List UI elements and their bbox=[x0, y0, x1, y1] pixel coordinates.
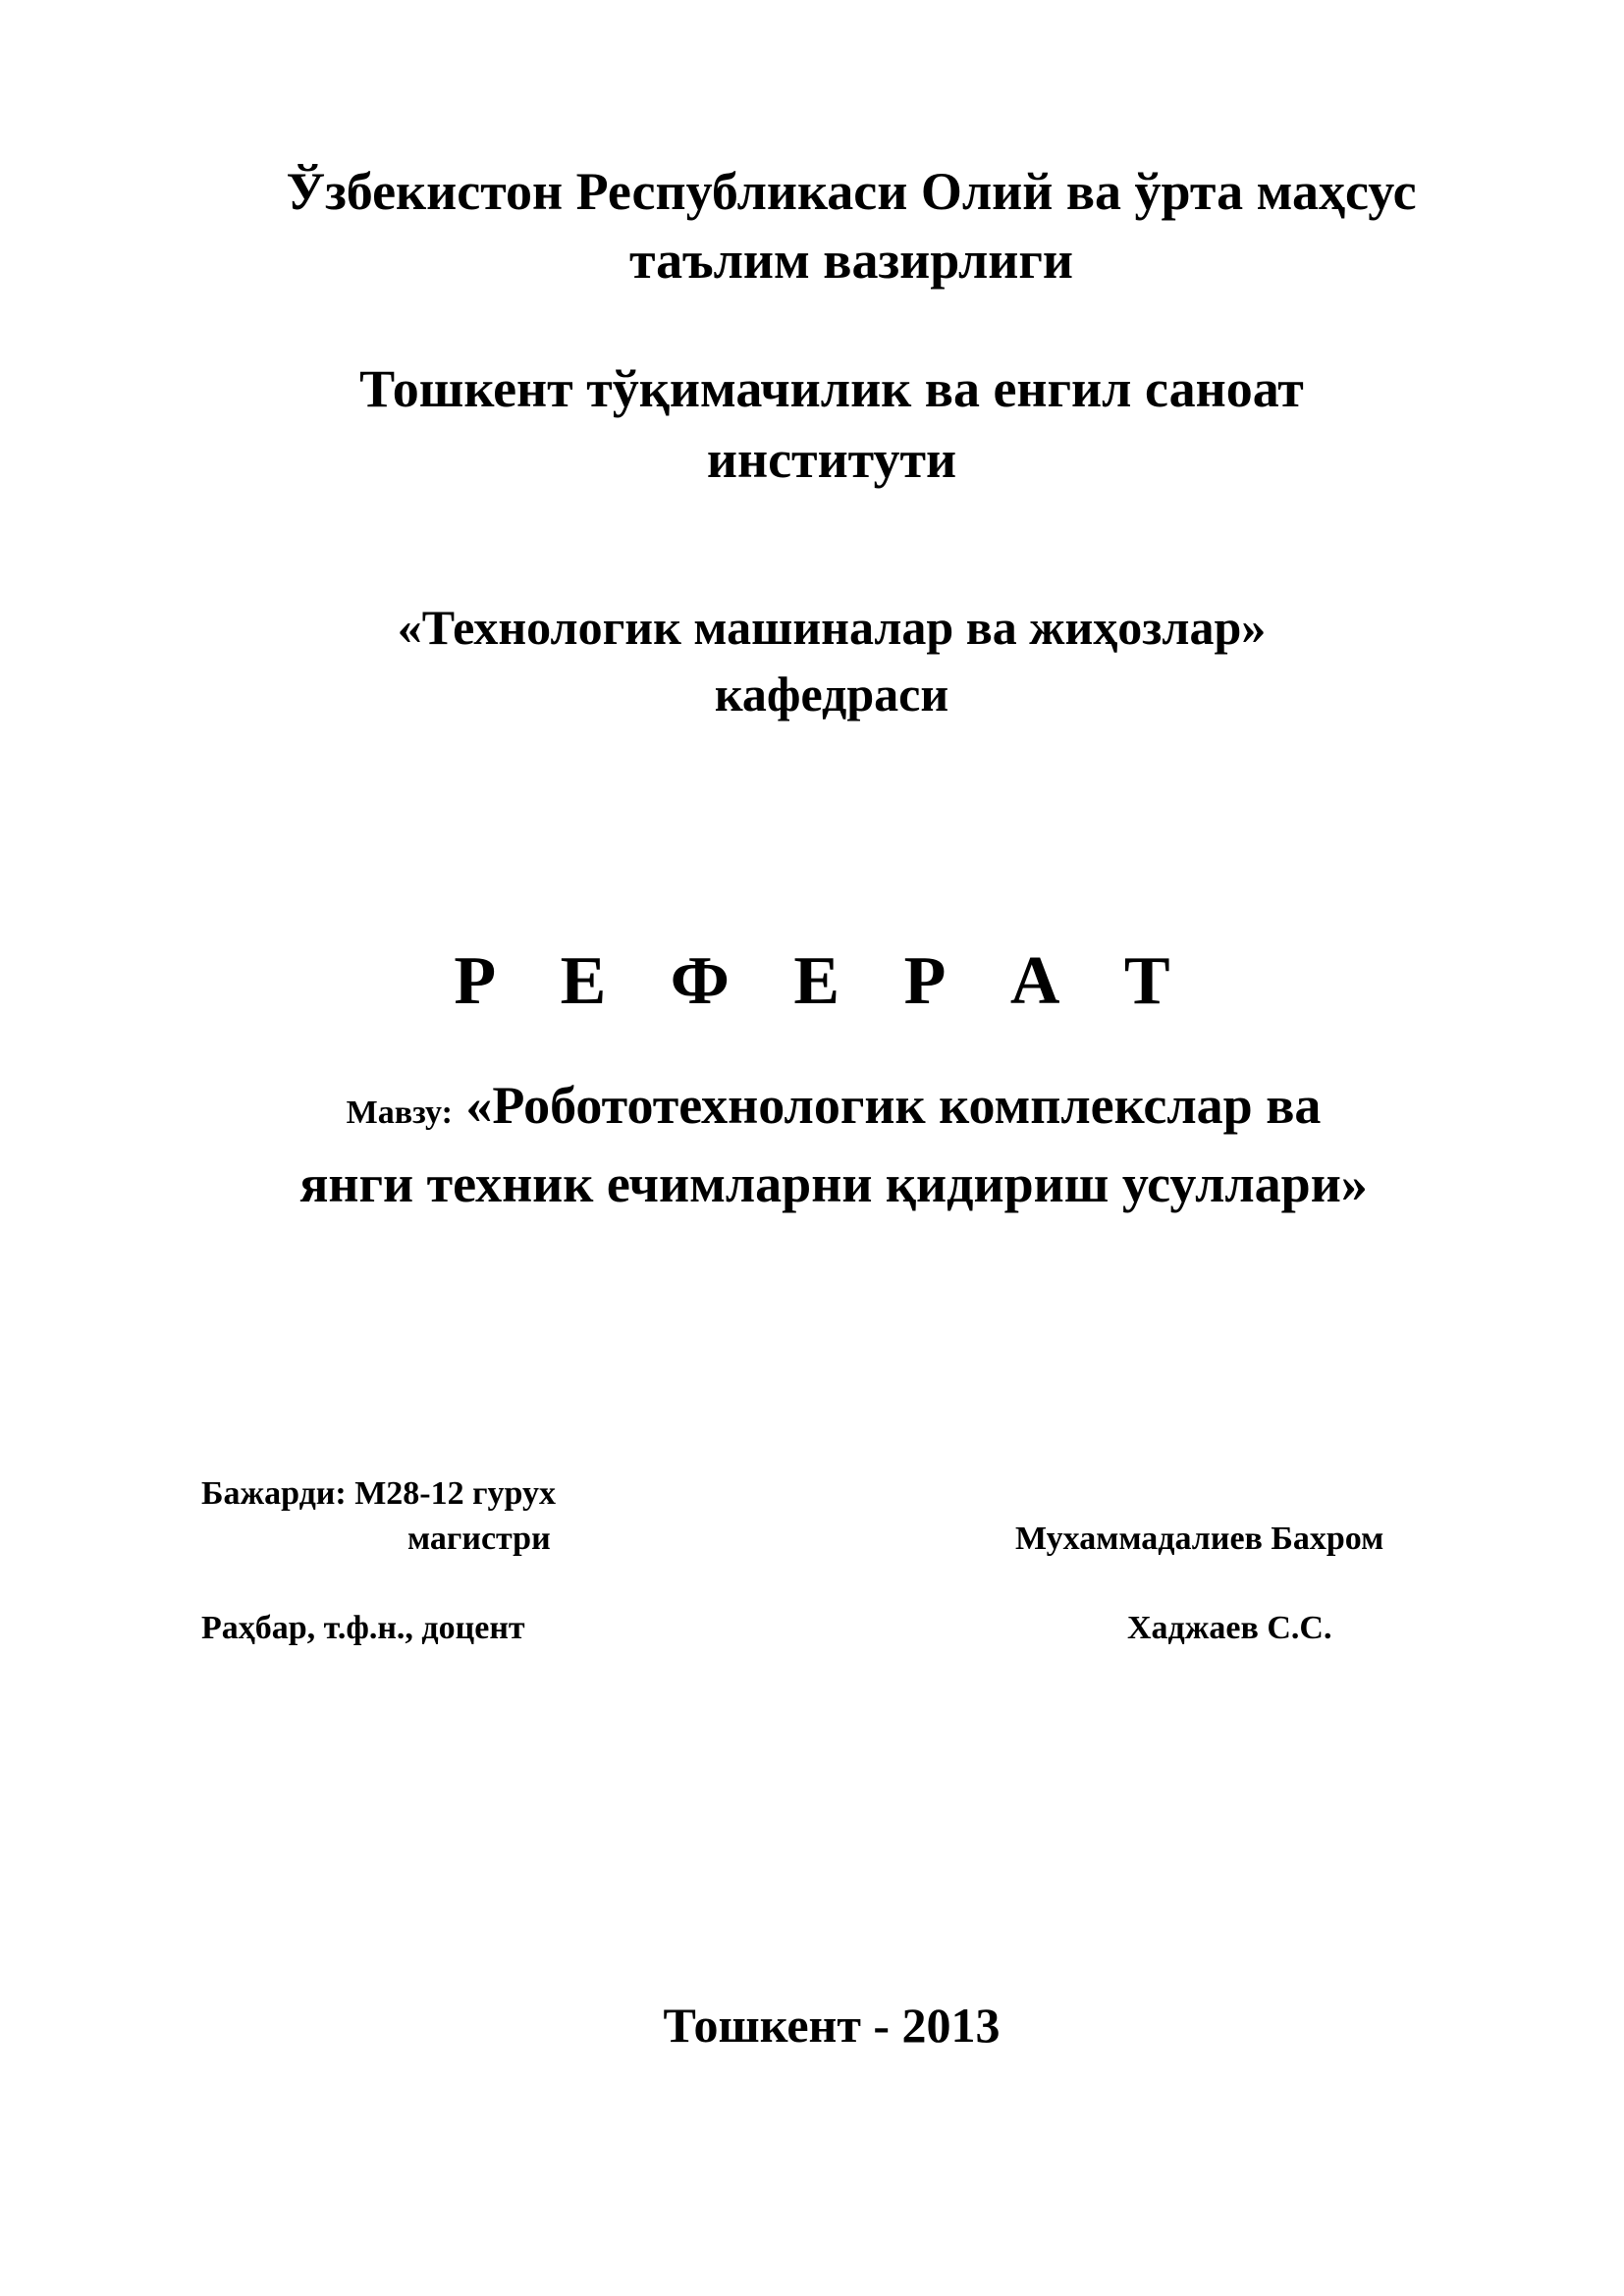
institute-line-2: институти bbox=[706, 430, 957, 489]
department-heading bbox=[20, 594, 1624, 727]
supervisor-name: Хаджаев С.С. bbox=[1127, 1610, 1332, 1646]
topic-label: Мавзу: bbox=[346, 1095, 453, 1131]
topic-line-1 bbox=[22, 1070, 1624, 1148]
ministry-heading bbox=[39, 157, 1624, 294]
performed-by-label: Бажарди: М28-12 гурух bbox=[201, 1475, 557, 1512]
topic-line-2: янги техник ечимларни қидириш усуллари» bbox=[299, 1154, 1368, 1213]
supervisor-label: Раҳбар, т.ф.н., доцент bbox=[201, 1610, 525, 1646]
topic-text-1: «Робототехнологик комплекслар ва bbox=[465, 1076, 1322, 1135]
ministry-line-1: Ўзбекистон Республикаси Олий ва ўрта маҳсус bbox=[286, 162, 1417, 221]
department-line-2: кафедраси bbox=[714, 667, 949, 721]
department-line-1: «Технологик машиналар ва жиҳозлар» bbox=[397, 600, 1267, 655]
institute-heading bbox=[20, 353, 1624, 495]
performed-by-role: магистри bbox=[407, 1521, 551, 1557]
document-type-title: Р Е Ф Е Р А Т bbox=[454, 943, 1194, 1019]
author-name: Мухаммадалиев Бахром bbox=[1015, 1521, 1384, 1557]
topic-block bbox=[22, 1070, 1624, 1219]
place-year: Тошкент - 2013 bbox=[663, 1998, 1001, 2053]
institute-line-1: Тошкент тўқимачилик ва енгил саноат bbox=[359, 359, 1304, 418]
ministry-line-2: таълим вазирлиги bbox=[628, 231, 1074, 290]
